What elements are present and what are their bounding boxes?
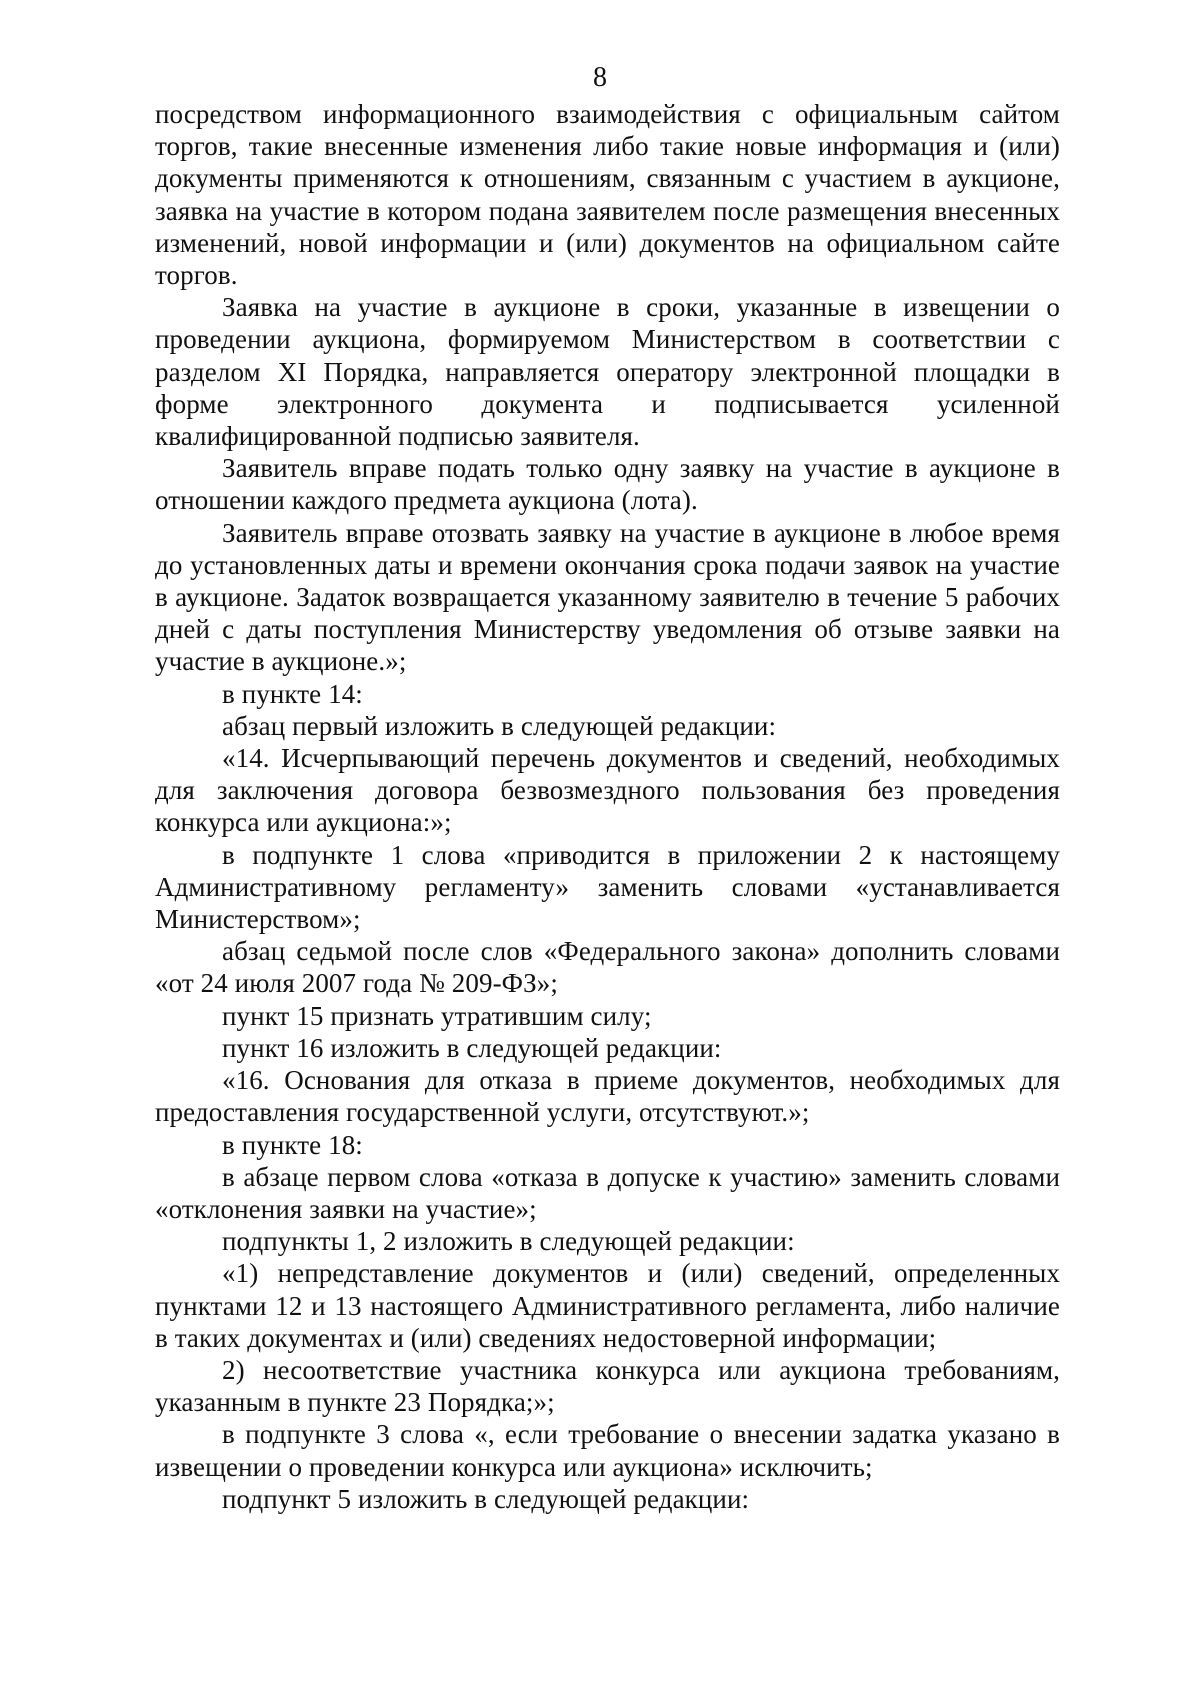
paragraph: в пункте 14: — [222, 678, 363, 709]
paragraph: Заявитель вправе отозвать заявку на участие в аукционе в любое время до установленных даты и времени окончания срока подачи заявок на участие в аукционе. Задаток возвращается указанному заявителю в течение 5 рабочих дней с даты поступления Министерству уведомления об отзыве заявки на участие в аукционе.»; — [155, 517, 1060, 677]
paragraph: «1) непредставление документов и (или) сведений, определенных пунктами 12 и 13 настоящего Административного регламента, либо наличие в таких документах и (или) сведениях недостоверной информации; — [155, 1258, 1060, 1353]
paragraph: «14. Исчерпывающий перечень документов и сведений, необходимых для заключения договора безвозмездного пользования без проведения конкурса или аукциона:»; — [155, 743, 1060, 838]
paragraph: пункт 16 изложить в следующей редакции: — [222, 1032, 722, 1063]
paragraph: Заявка на участие в аукционе в сроки, указанные в извещении о проведении аукциона, формируемом Министерством в соответствии с разделом XI Порядка, направляется оператору электронной площадки в форме электронного документа и подписывается усиленной квалифицированной подписью заявителя. — [155, 292, 1060, 452]
paragraph: Заявитель вправе подать только одну заявку на участие в аукционе в отношении каждого предмета аукциона (лота). — [155, 453, 1060, 516]
paragraph: «16. Основания для отказа в приеме документов, необходимых для предоставления государственной услуги, отсутствуют.»; — [155, 1065, 1060, 1128]
paragraph: в подпункте 3 слова «, если требование о внесении задатка указано в извещении о проведении конкурса или аукциона» исключить; — [155, 1419, 1060, 1482]
page-number: 8 — [593, 62, 607, 93]
paragraph: в абзаце первом слова «отказа в допуске к участию» заменить словами «отклонения заявки на участие»; — [155, 1161, 1060, 1224]
paragraph: 2) несоответствие участника конкурса или аукциона требованиям, указанным в пункте 23 Порядка;»; — [155, 1354, 1060, 1418]
paragraph: подпункты 1, 2 изложить в следующей редакции: — [222, 1226, 795, 1257]
paragraph: абзац седьмой после слов «Федерального закона» дополнить словами «от 24 июля 2007 года № 209-ФЗ»; — [155, 936, 1060, 999]
document-body — [155, 98, 1060, 1515]
paragraph: подпункт 5 изложить в следующей редакции: — [222, 1483, 750, 1514]
paragraph: в пункте 18: — [222, 1129, 363, 1160]
paragraph: в подпункте 1 слова «приводится в приложении 2 к настоящему Административному регламенту» заменить словами «устанавливается Министерством»; — [155, 839, 1060, 935]
paragraph: пункт 15 признать утратившим силу; — [222, 1000, 652, 1031]
paragraph: абзац первый изложить в следующей редакции: — [222, 710, 777, 741]
paragraph-continuation: посредством информационного взаимодействия с официальным сайтом торгов, такие внесенные изменения либо такие новые информация и (или) документы применяются к отношениям, связанным с участием в аукционе, заявка на участие в котором подана заявителем после размещения внесенных изменений, новой информации и (или) документов на официальном сайте торгов. — [155, 99, 1060, 291]
